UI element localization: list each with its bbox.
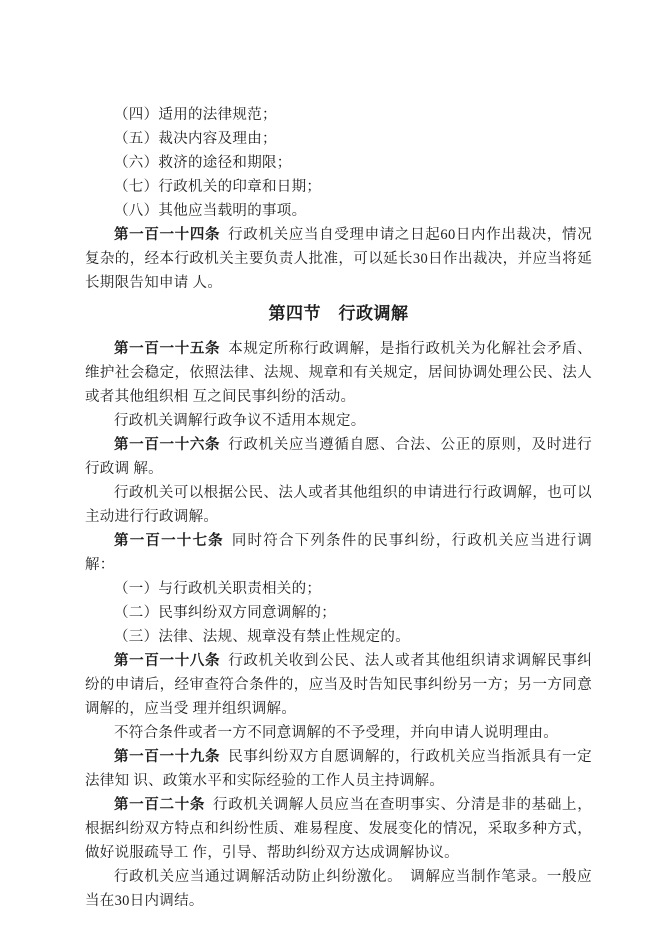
document-content: [85, 103, 592, 913]
paragraph: 行政机关可以根据公民、法人或者其他组织的申请进行行政调解，也可以主动进行行政调解。: [85, 485, 592, 525]
article-text: 民事纠纷双方自愿调解的，行政机关应当指派具有一定法律知 识、政策水平和实际经验的工作人员主持调解。: [85, 749, 592, 789]
article-paragraph: [85, 529, 592, 577]
list-item: （四）适用的法律规范；: [114, 107, 277, 123]
article-text: 本规定所称行政调解，是指行政机关为化解社会矛盾、维护社会稳定，依照法律、法规、规章和有关规定，居间协调处理公民、法人或者其他组织相 互之间民事纠纷的活动。: [85, 341, 592, 405]
article-number: 第一百一十七条: [114, 533, 224, 549]
article-paragraph: [85, 793, 592, 865]
article-paragraph: [85, 649, 592, 721]
article-number: 第一百一十八条: [114, 653, 221, 669]
article-number: 第一百一十九条: [114, 749, 221, 765]
article-text: 行政机关应当遵循自愿、合法、公正的原则，及时进行行政调 解。: [85, 437, 592, 477]
article-text: 同时符合下列条件的民事纠纷，行政机关应当进行调解：: [85, 533, 592, 573]
article-text: 行政机关应当自受理申请之日起60日内作出裁决，情况复杂的，经本行政机关主要负责人批准，可以延长30日作出裁决，并应当将延长期限告知申请 人。: [85, 227, 592, 291]
list-item: （一）与行政机关职责相关的；: [114, 581, 322, 597]
paragraph: 行政机关应当通过调解活动防止纠纷激化。 调解应当制作笔录。一般应当在30日内调结。: [85, 869, 592, 909]
article-paragraph: [85, 337, 592, 409]
list-item: （八）其他应当载明的事项。: [114, 203, 307, 219]
article-paragraph: [85, 745, 592, 793]
article-number: 第一百一十四条: [114, 227, 221, 243]
article-number: 第一百一十六条: [114, 437, 221, 453]
list-item: （三）法律、法规、规章没有禁止性规定的。: [114, 629, 410, 645]
article-paragraph: [85, 433, 592, 481]
article-text: 行政机关收到公民、法人或者其他组织请求调解民事纠纷的申请后，经审查符合条件的，应当及时告知民事纠纷另一方；另一方同意调解的，应当受 理并组织调解。: [85, 653, 592, 717]
article-text: 行政机关调解人员应当在查明事实、分清是非的基础上，根据纠纷双方特点和纠纷性质、难易程度、发展变化的情况，采取多种方式，做好说服疏导工 作，引导、帮助纠纷双方达成调解协议。: [85, 797, 592, 861]
paragraph: 不符合条件或者一方不同意调解的不予受理，并向申请人说明理由。: [114, 725, 558, 741]
paragraph: 行政机关调解行政争议不适用本规定。: [114, 413, 366, 429]
article-paragraph: [85, 223, 592, 295]
list-item: （七）行政机关的印章和日期；: [114, 179, 322, 195]
list-item: （六）救济的途径和期限；: [114, 155, 292, 171]
section-heading: 第四节 行政调解: [268, 304, 409, 323]
list-item: （二）民事纠纷双方同意调解的；: [114, 605, 336, 621]
list-item: （五）裁决内容及理由；: [114, 131, 277, 147]
article-number: 第一百一十五条: [114, 341, 221, 357]
article-number: 第一百二十条: [114, 797, 206, 813]
